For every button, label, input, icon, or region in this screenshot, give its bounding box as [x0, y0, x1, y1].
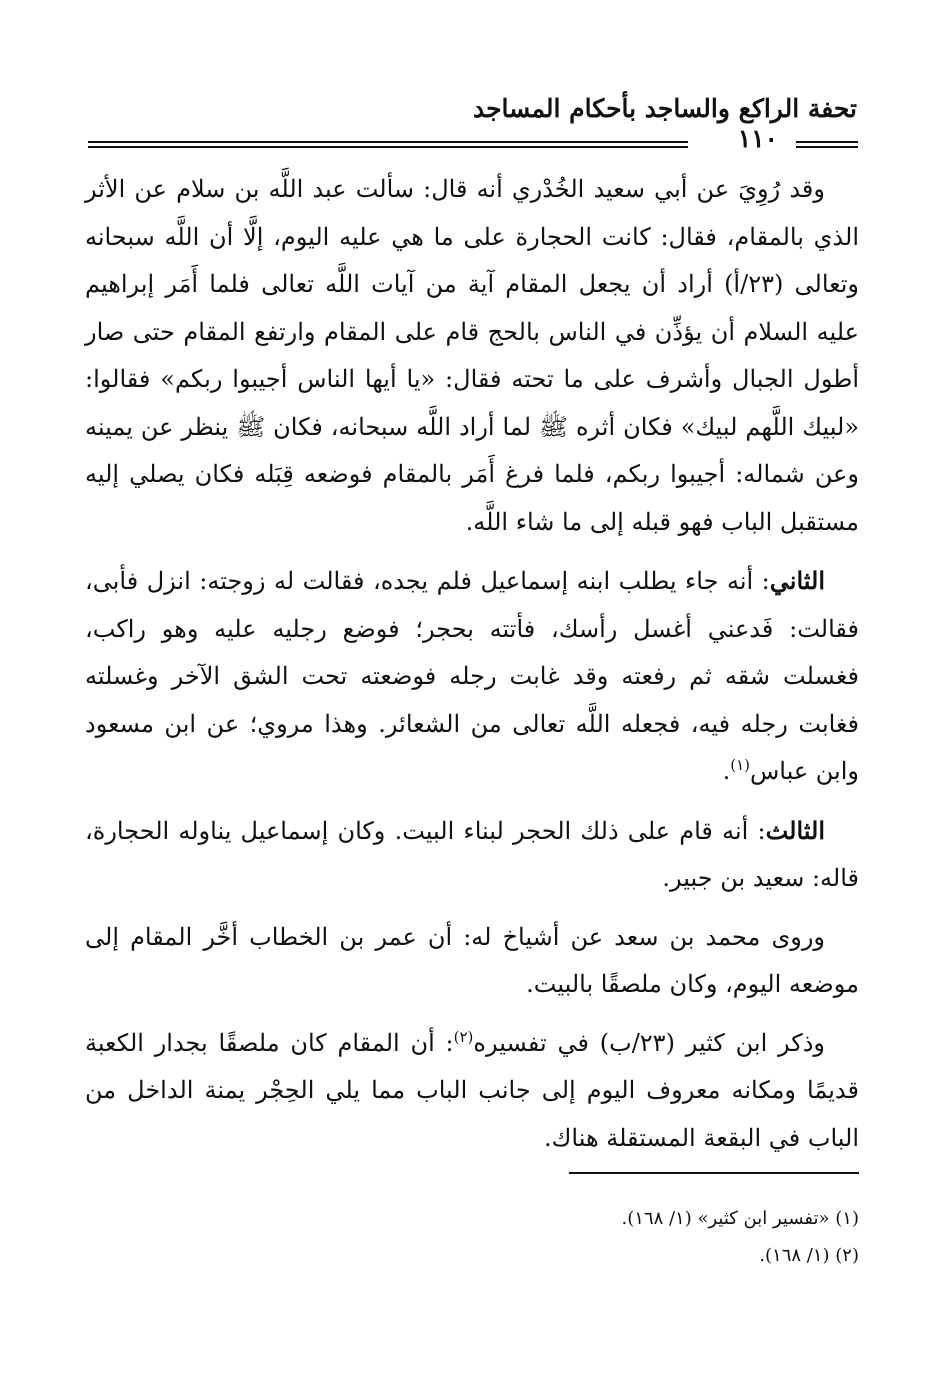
paragraph-text: : أنه قام على ذلك الحجر لبناء البيت. وكان إسماعيل يناوله الحجارة، قاله: سعيد بن جبير. [85, 816, 859, 892]
footnotes [85, 1200, 859, 1274]
paragraph-text: وروى محمد بن سعد عن أشياخ له: أن عمر بن الخطاب أخَّر المقام إلى موضعه اليوم، وكان ملصقًا بالبيت. [85, 922, 859, 998]
footnote-ref[interactable]: (١) [730, 756, 750, 774]
paragraph-text: وذكر ابن كثير (٢٣/ب) في تفسيره [473, 1028, 825, 1057]
footnote-separator [569, 1172, 859, 1174]
paragraph [85, 1020, 859, 1163]
header-short-rule [796, 141, 858, 148]
footnote-ref[interactable]: (٢) [453, 1027, 474, 1046]
paragraph-tail: . [722, 757, 731, 785]
paragraph-lead: الثاني [769, 566, 825, 595]
paragraph [85, 807, 859, 903]
running-title: تحفة الراكع والساجد بأحكام المساجد [472, 94, 857, 123]
paragraph-text: : أنه جاء يطلب ابنه إسماعيل فلم يجده، فقالت له زوجته: انزل فأبى، فقالت: فَدعني أغسل رأسك، فأتته بحجر؛ فوضع رجليه عليه وهو راكب، فغسلت شقه ثم رفعته وقد غابت رجله فوضعته تحت الشق الآخر وغسلته فغابت رجله فيه، فجعله اللَّه تعالى من الشعائر. وهذا مروي؛ عن ابن مسعود وابن عباس [85, 567, 859, 785]
header-rule-row [88, 124, 858, 158]
main-text [85, 166, 859, 1173]
paragraph-lead: الثالث [765, 815, 826, 845]
paragraph-tail: : أن المقام كان ملصقًا بجدار الكعبة قديمًا ومكانه معروف اليوم إلى جانب الباب مما يلي الحِجْر يمنة الداخل من الباب في البقعة المستقلة هناك. [85, 1028, 859, 1152]
header-double-rule [88, 141, 688, 148]
page-number: ١١٠ [737, 124, 778, 153]
paragraph [85, 166, 859, 546]
footnote: (٢) (١/ ١٦٨). [759, 1245, 859, 1266]
paragraph [85, 557, 859, 796]
footnote: (١) «تفسير ابن كثير» (١/ ١٦٨). [621, 1208, 859, 1229]
paragraph-text: وقد رُوِيَ عن أبي سعيد الخُدْري أنه قال: سألت عبد اللَّه بن سلام عن الأثر الذي بالمقام، فقال: كانت الحجارة على ما هي عليه اليوم، إلَّا أن اللَّه سبحانه وتعالى (٢٣/أ) أراد أن يجعل المقام آية من آيات اللَّه تعالى فلما أَمَر إبراهيم عليه السلام أن يؤذِّن في الناس بالحج قام على المقام وارتفع المقام حتى صار أطول الجبال وأشرف على ما تحته فقال: «يا أيها الناس أجيبوا ربكم» فقالوا: «لبيك اللَّهم لبيك» فكان أثره ﷺ لما أراد اللَّه سبحانه، فكان ﷺ ينظر عن يمينه وعن شماله: أجيبوا ربكم، فلما فرغ أَمَر بالمقام فوضعه قِبَله فكان يصلي إليه مستقبل الباب فهو قبله إلى ما شاء اللَّه. [85, 175, 860, 536]
paragraph [85, 914, 859, 1009]
